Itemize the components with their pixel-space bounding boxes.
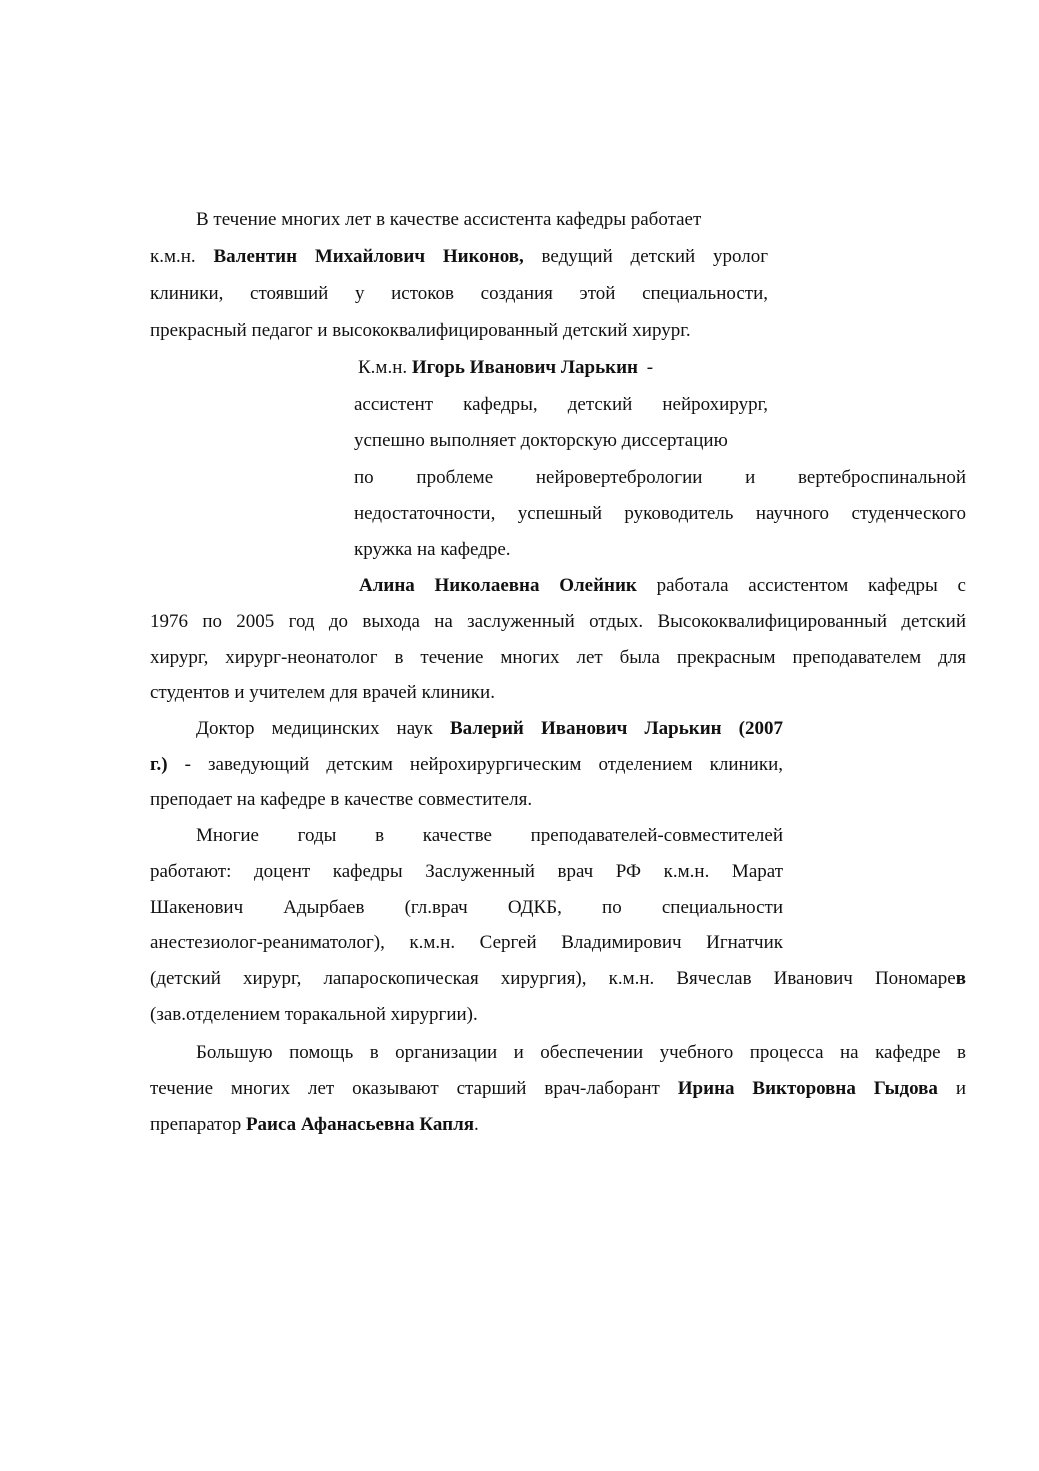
text-line [150, 609, 966, 635]
text-line [354, 501, 966, 527]
text-line [150, 966, 966, 992]
text-span: работают: доцент кафедры Заслуженный врач РФ к.м.н. Марат [150, 861, 783, 882]
text-span: работала ассистентом кафедры с [636, 575, 966, 596]
text-span: Многие годы в качестве преподавателей-совместителей [196, 825, 783, 846]
text-span: прекрасный педагог и высококвалифицированный детский хирург. [150, 320, 691, 341]
text-span: недостаточности, успешный руководитель научного студенческого [354, 503, 966, 524]
text-line [354, 537, 966, 563]
text-line [354, 465, 966, 491]
text-line [358, 355, 768, 381]
text-span: Доктор медицинских наук [196, 718, 450, 739]
bold-text: в [955, 968, 966, 989]
text-span: (детский хирург, лапароскопическая хирургия), к.м.н. Вячеслав Иванович Пономаре [150, 968, 956, 989]
text-span: - [641, 357, 654, 378]
text-span: кружка на кафедре. [354, 539, 511, 560]
person-name: Раиса Афанасьевна Капля [245, 1114, 475, 1135]
text-span: клиники, стоявший у истоков создания этой специальности, [150, 283, 768, 304]
text-span: успешно выполняет докторскую диссертацию [354, 430, 728, 451]
text-span: препаратор [150, 1114, 246, 1135]
text-span: и [937, 1078, 966, 1099]
text-line [196, 716, 783, 742]
text-line [150, 895, 783, 921]
text-line [354, 428, 768, 454]
text-span: анестезиолог-реаниматолог), к.м.н. Сергей Владимирович Игнатчик [150, 932, 783, 953]
text-line [150, 930, 783, 956]
text-span: - заведующий детским нейрохирургическим отделением клиники, [167, 754, 783, 775]
person-name: Валентин Михайлович Никонов, [213, 246, 524, 267]
text-span: по проблеме нейровертебрологии и вертеброспинальной [354, 467, 966, 488]
text-span: ведущий детский уролог [523, 246, 768, 267]
text-span: студентов и учителем для врачей клиники. [150, 682, 495, 703]
text-span: течение многих лет оказывают старший врач-лаборант [150, 1078, 678, 1099]
text-line [150, 1076, 966, 1102]
text-line [196, 1040, 966, 1066]
person-name: Игорь Иванович Ларькин [411, 357, 638, 378]
text-span: к.м.н. [150, 246, 214, 267]
text-span: преподает на кафедре в качестве совместителя. [150, 789, 533, 810]
person-name: Ирина Викторовна Гыдова [677, 1078, 938, 1099]
text-span: Шакенович Адырбаев (гл.врач ОДКБ, по специальности [150, 897, 783, 918]
text-line [150, 1112, 966, 1138]
text-line [196, 207, 768, 233]
text-line [150, 787, 783, 813]
text-span: Большую помощь в организации и обеспечении учебного процесса на кафедре в [196, 1042, 966, 1063]
text-line [150, 752, 783, 778]
text-span: хирург, хирург-неонатолог в течение многих лет была прекрасным преподавателем для [150, 647, 966, 668]
text-span: В течение многих лет в качестве ассистента кафедры работает [196, 209, 702, 230]
text-line [150, 859, 783, 885]
person-name: Алина Николаевна Олейник [359, 575, 637, 596]
text-line [150, 281, 768, 307]
text-line [354, 392, 768, 418]
text-span: (зав.отделением торакальной хирургии). [150, 1004, 478, 1025]
text-line [150, 318, 768, 344]
text-line [150, 680, 966, 706]
text-span: . [474, 1114, 479, 1135]
text-line [359, 573, 966, 599]
text-line [150, 244, 768, 270]
text-span: К.м.н. [358, 357, 412, 378]
text-line [196, 823, 783, 849]
text-line [150, 1002, 966, 1028]
text-span: ассистент кафедры, детский нейрохирург, [354, 394, 768, 415]
text-line [150, 645, 966, 671]
person-name: Валерий Иванович Ларькин (2007 [449, 718, 783, 739]
bold-text: г.) [150, 754, 168, 775]
text-span: 1976 по 2005 год до выхода на заслуженный отдых. Высококвалифицированный детский [150, 611, 966, 632]
